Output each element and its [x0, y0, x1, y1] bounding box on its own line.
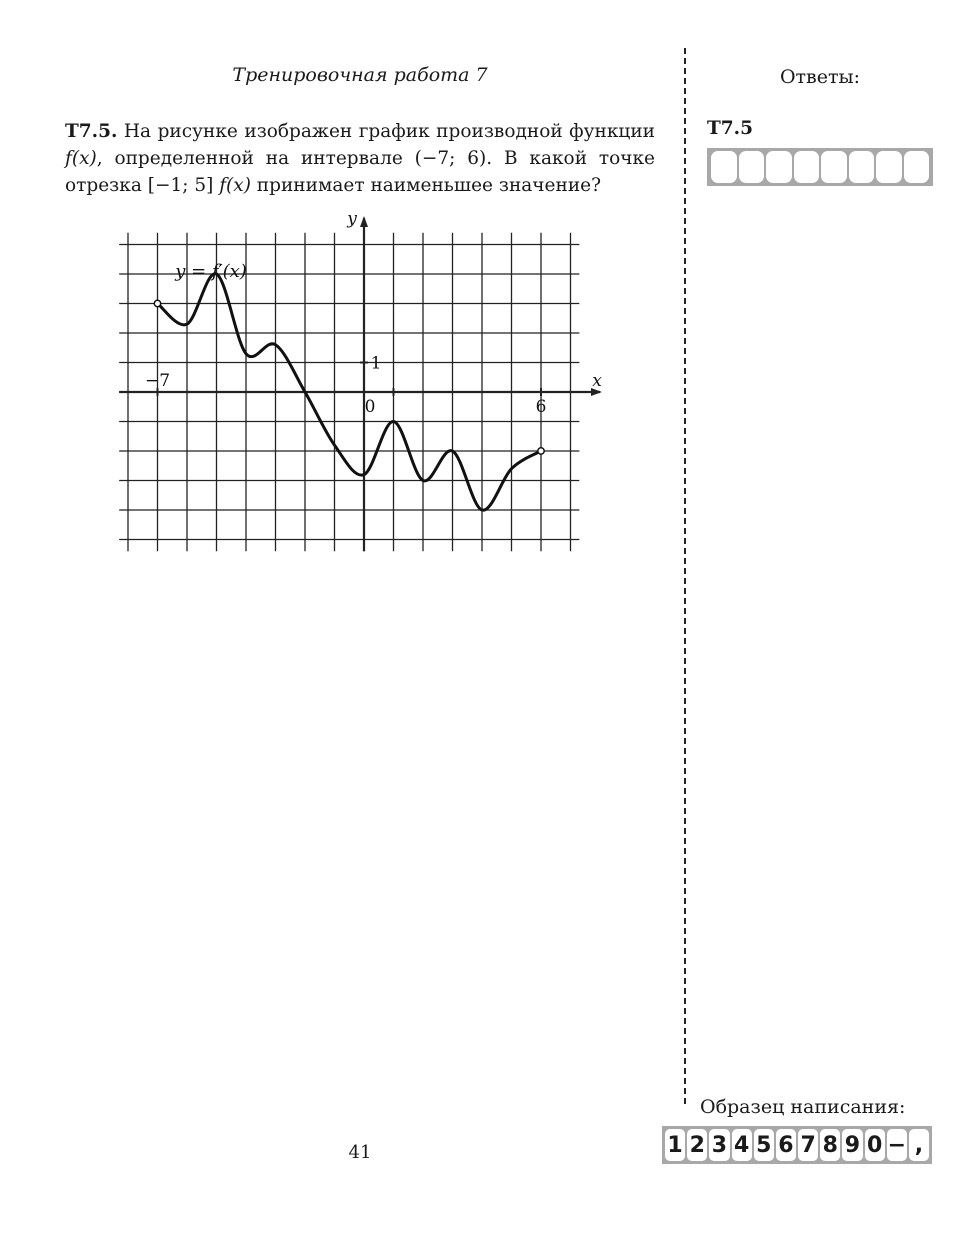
function-label: y = f′(x) — [175, 261, 247, 283]
answer-label: T7.5 — [707, 118, 753, 139]
answer-cell[interactable] — [766, 151, 792, 183]
sample-char-cell: 0 — [865, 1129, 885, 1161]
x-axis-label: x — [592, 371, 602, 391]
y-axis-arrow — [360, 216, 368, 227]
tick-label-6: 6 — [535, 397, 547, 417]
answer-cell[interactable] — [849, 151, 875, 183]
sample-writing-label: Образец написания: — [700, 1096, 906, 1118]
problem-number: T7.5. — [65, 121, 118, 142]
sample-char-cell: 5 — [754, 1129, 774, 1161]
sample-char-cell: 6 — [776, 1129, 796, 1161]
sample-char-cell: , — [909, 1129, 929, 1161]
problem-fx-2: f(x) — [219, 175, 251, 196]
problem-text-3: принимает наименьшее значение? — [250, 175, 602, 196]
answer-cell[interactable] — [711, 151, 737, 183]
dashed-divider — [684, 48, 686, 1104]
answer-cell[interactable] — [739, 151, 765, 183]
sample-char-cell: 9 — [842, 1129, 862, 1161]
sample-char-cell: 8 — [820, 1129, 840, 1161]
problem-text-1: На рисунке изображен график производной функции — [117, 121, 655, 142]
problem-fx-1: f(x) — [65, 148, 97, 169]
sample-char-cell: − — [887, 1129, 907, 1161]
tick-label-minus-7: −7 — [144, 371, 171, 391]
sample-writing-row — [662, 1126, 932, 1164]
sample-char-cell: 4 — [732, 1129, 752, 1161]
problem-text-2: , определенной на интервале (−7; 6). В какой точке отрезка [−1; 5] — [65, 148, 655, 196]
answer-cell[interactable] — [821, 151, 847, 183]
sample-char-cell: 3 — [709, 1129, 729, 1161]
sample-char-cell: 2 — [687, 1129, 707, 1161]
open-endpoint-right — [538, 448, 544, 454]
tick-label-1: 1 — [370, 353, 382, 374]
page-header-title: Тренировочная работа 7 — [232, 64, 488, 86]
page-number: 41 — [348, 1142, 372, 1163]
derivative-graph — [105, 200, 615, 560]
sample-char-cell: 1 — [665, 1129, 685, 1161]
y-axis-label: y — [347, 208, 357, 229]
origin-label: 0 — [364, 397, 376, 417]
answers-heading: Ответы: — [779, 66, 861, 88]
answer-input-boxes[interactable] — [707, 148, 933, 186]
open-endpoint-left — [154, 300, 160, 306]
answer-cell[interactable] — [794, 151, 820, 183]
problem-statement — [65, 118, 655, 199]
answer-cell[interactable] — [876, 151, 902, 183]
answer-cell[interactable] — [904, 151, 930, 183]
sample-char-cell: 7 — [798, 1129, 818, 1161]
